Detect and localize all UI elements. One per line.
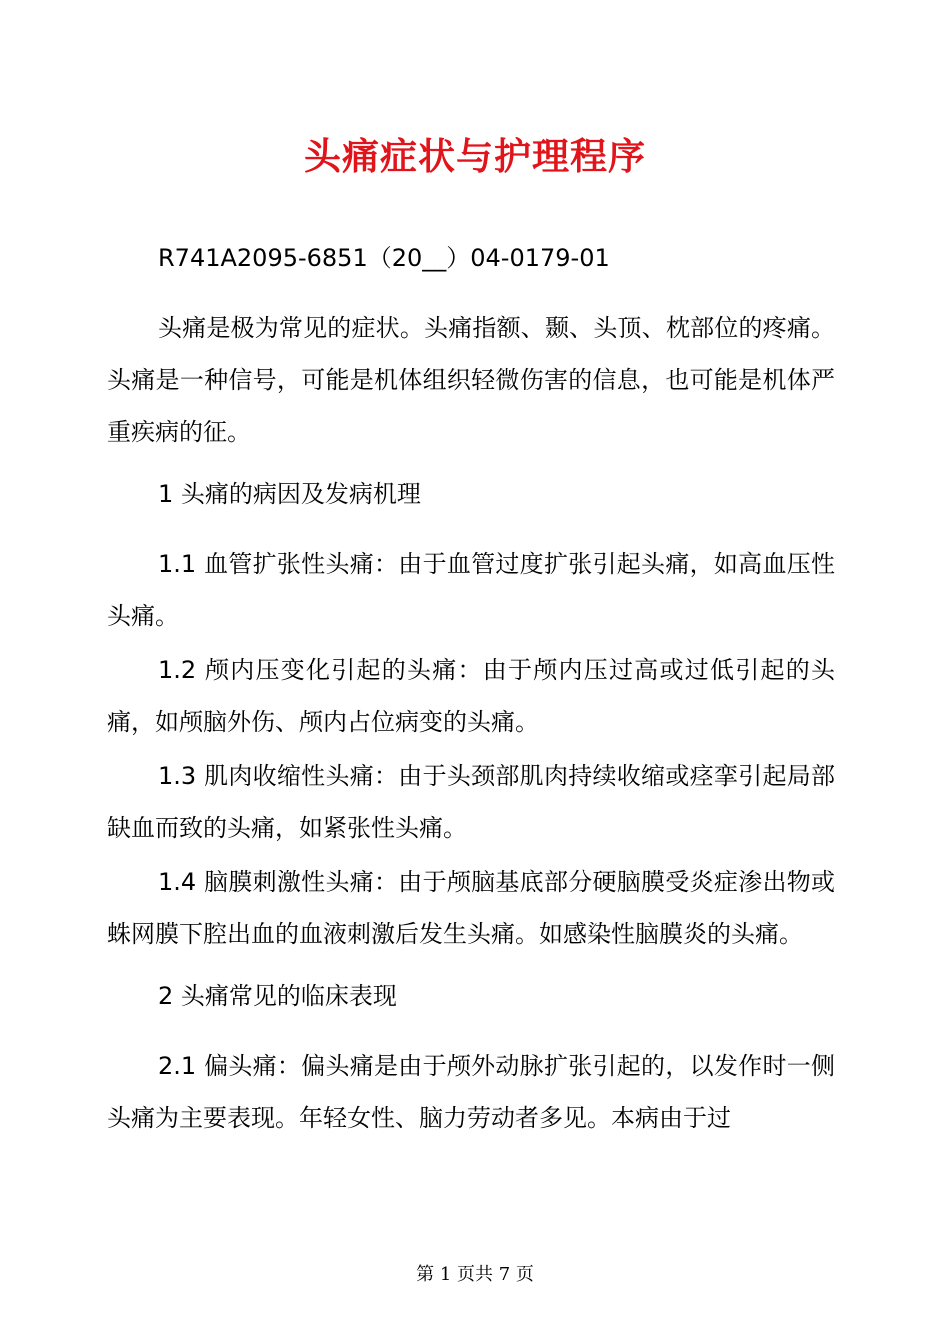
section-1-1-paragraph: 1.1 血管扩张性头痛：由于血管过度扩张引起头痛，如高血压性头痛。 [107,550,835,630]
section-1-2-paragraph: 1.2 颅内压变化引起的头痛：由于颅内压过高或过低引起的头痛，如颅脑外伤、颅内占位病变的头痛。 [107,656,835,736]
section-2-1-paragraph: 2.1 偏头痛：偏头痛是由于颅外动脉扩张引起的，以发作时一侧头痛为主要表现。年轻女性、脑力劳动者多见。本病由于过 [107,1052,835,1132]
section-2-heading: 2 头痛常见的临床表现 [158,982,397,1010]
page-number-footer: 第 1 页共 7 页 [416,1264,534,1285]
intro-paragraph: 头痛是极为常见的症状。头痛指额、颞、头顶、枕部位的疼痛。头痛是一种信号，可能是机体组织轻微伤害的信息，也可能是机体严重疾病的征。 [107,314,835,446]
document-body [107,232,835,1146]
section-1-4-paragraph: 1.4 脑膜刺激性头痛：由于颅脑基底部分硬脑膜受炎症渗出物或蛛网膜下腔出血的血液刺激后发生头痛。如感染性脑膜炎的头痛。 [107,868,835,948]
document-code: R741A2095-6851（20__）04-0179-01 [158,244,610,272]
section-1-heading: 1 头痛的病因及发病机理 [158,480,421,508]
document-title: 头痛症状与护理程序 [304,134,646,178]
section-1-3-paragraph: 1.3 肌肉收缩性头痛：由于头颈部肌肉持续收缩或痉挛引起局部缺血而致的头痛，如紧张性头痛。 [107,762,835,842]
